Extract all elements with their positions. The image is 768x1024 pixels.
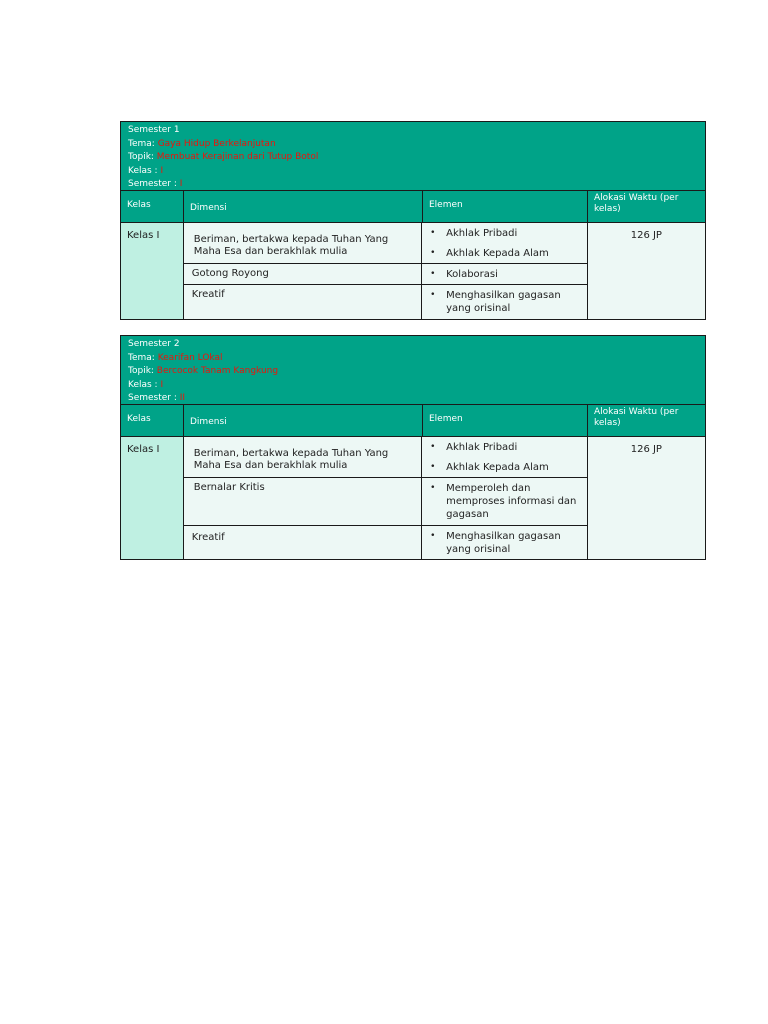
topik-value: Membuat Kerajinan dari Tutup Botol [156, 152, 319, 163]
bullet-icon: • [430, 531, 436, 541]
table-row [184, 526, 587, 559]
header-alokasi: Alokasi Waktu (per kelas) [594, 193, 679, 214]
kelas-cell: Kelas I [121, 223, 184, 319]
topik-line: Topik: Membuat Kerajinan dari Tutup Botol [128, 152, 319, 163]
semester-2-table [120, 335, 706, 560]
semester-line: Semester : I [128, 179, 183, 190]
topik-value: Bercocok Tanam Kangkung [156, 366, 279, 377]
kelas-line: Kelas : I [128, 379, 164, 390]
table-row [184, 478, 587, 526]
header-dimensi: Dimensi [184, 191, 423, 222]
table-body [121, 223, 705, 319]
header-dimensi: Dimensi [184, 405, 423, 436]
semester-line: Semester : II [128, 393, 186, 404]
table-body [121, 437, 705, 559]
alokasi-cell: 126 JP [588, 437, 705, 559]
table-row [184, 285, 587, 319]
header-elemen: Elemen [423, 191, 588, 222]
dimensi-cell: Beriman, bertakwa kepada Tuhan Yang Maha Esa dan berakhlak mulia [184, 223, 422, 263]
dimensi-cell: Kreatif [184, 285, 422, 319]
table-row [184, 223, 587, 264]
semester-value: II [179, 393, 186, 404]
elemen-cell: • Menghasilkan gagasan yang orisinal [422, 285, 587, 319]
semester-title: Semester 2 [128, 339, 180, 349]
alokasi-cell: 126 JP [588, 223, 705, 319]
bullet-icon: • [430, 248, 436, 258]
elemen-cell: • Akhlak Pribadi • Akhlak Kepada Alam [422, 437, 587, 477]
semester-1-table [120, 121, 706, 320]
tema-line: Tema: Gaya Hidup Berkelanjutan [128, 138, 276, 149]
dimensi-cell: Beriman, bertakwa kepada Tuhan Yang Maha Esa dan berakhlak mulia [184, 437, 422, 477]
bullet-icon: • [430, 269, 436, 279]
column-headers [121, 405, 705, 437]
bullet-icon: • [430, 290, 436, 300]
header-alokasi: Alokasi Waktu (per kelas) [594, 407, 679, 428]
semester-info [121, 336, 705, 405]
tema-value: Gaya Hidup Berkelanjutan [157, 138, 276, 149]
bullet-icon: • [430, 462, 436, 472]
bullet-icon: • [430, 483, 436, 493]
elemen-cell: • Akhlak Pribadi • Akhlak Kepada Alam [422, 223, 587, 263]
header-kelas: Kelas [121, 405, 184, 436]
elemen-cell: • Memperoleh dan memproses informasi dan gagasan [422, 478, 587, 525]
topik-line: Topik: Bercocok Tanam Kangkung [128, 366, 279, 377]
semester-value: I [179, 179, 183, 190]
tema-line: Tema: Kearifan LOkal [128, 352, 223, 363]
dimensi-cell: Bernalar Kritis [184, 478, 422, 525]
header-kelas: Kelas [121, 191, 184, 222]
header-elemen: Elemen [423, 405, 588, 436]
table-row [184, 437, 587, 478]
column-headers [121, 191, 705, 223]
dimensi-elemen-rows [184, 223, 588, 319]
kelas-cell: Kelas I [121, 437, 184, 559]
table-row [184, 264, 587, 285]
bullet-icon: • [430, 442, 436, 452]
bullet-icon: • [430, 228, 436, 238]
semester-title: Semester 1 [128, 125, 180, 135]
elemen-cell: • Menghasilkan gagasan yang orisinal [422, 526, 587, 559]
dimensi-elemen-rows [184, 437, 588, 559]
dimensi-cell: Kreatif [184, 526, 422, 559]
elemen-cell: • Kolaborasi [422, 264, 587, 284]
semester-info [121, 122, 705, 191]
kelas-value: I [160, 165, 164, 176]
kelas-value: I [160, 379, 164, 390]
dimensi-cell: Gotong Royong [184, 264, 422, 284]
tema-value: Kearifan LOkal [157, 352, 223, 363]
kelas-line: Kelas : I [128, 165, 164, 176]
